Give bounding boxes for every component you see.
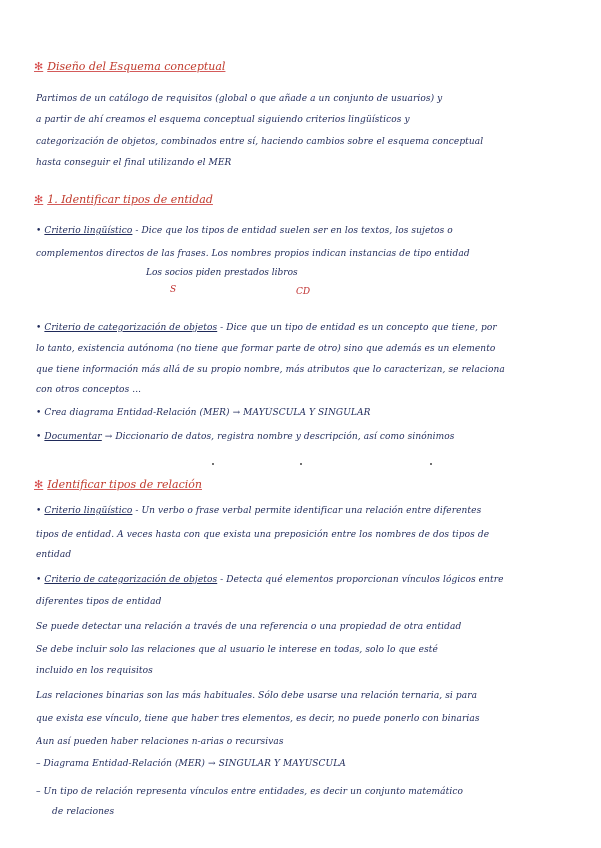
text-line: tipos de entidad. A veces hasta con que exista una preposición entre los nombres de dos tipos de <box>36 530 490 540</box>
documentar-label: Documentar <box>44 432 102 442</box>
flower-doodle-icon: ✻ <box>34 60 44 73</box>
flower-doodle-icon: ✻ <box>34 193 44 206</box>
stray-dot <box>212 463 214 465</box>
text-line: • Criterio lingüístico - Un verbo o frase verbal permite identificar una relación entre diferentes <box>36 506 482 516</box>
flower-doodle-icon: ✻ <box>34 478 44 491</box>
criterion-label: Criterio de categorización de objetos <box>44 323 218 333</box>
example-subject-mark: S <box>170 285 177 295</box>
text-line: incluido en los requisitos <box>36 666 153 676</box>
text-line: hasta conseguir el final utilizando el MER <box>36 158 232 168</box>
criterion-text: - Detecta qué elementos proporcionan vínculos lógicos entre <box>217 575 504 585</box>
section-heading-entidad <box>34 193 213 206</box>
text-line: • Criterio de categorización de objetos - Detecta qué elementos proporcionan vínculos lógicos entre <box>36 575 504 585</box>
text-line: • Documentar → Diccionario de datos, registra nombre y descripción, así como sinónimos <box>36 432 455 442</box>
documentar-text: → Diccionario de datos, registra nombre y descripción, así como sinónimos <box>101 432 455 442</box>
section-heading-relacion <box>34 478 202 491</box>
criterion-label: Criterio lingüístico <box>44 226 133 236</box>
text-line: categorización de objetos, combinados entre sí, haciendo cambios sobre el esquema conceptual <box>36 137 484 147</box>
text-line: que tiene información más allá de su propio nombre, más atributos que lo caracterizan, se relaciona <box>36 365 505 375</box>
text-line: a partir de ahí creamos el esquema conceptual siguiendo criterios lingüísticos y <box>36 115 410 125</box>
text-line: con otros conceptos ... <box>36 385 142 395</box>
stray-dot <box>300 463 302 465</box>
text-line: Se debe incluir solo las relaciones que al usuario le interese en todas, solo lo que esté <box>36 645 438 655</box>
criterion-text: - Dice que los tipos de entidad suelen ser en los textos, los sujetos o <box>132 226 453 236</box>
text-line: • Criterio lingüístico - Dice que los tipos de entidad suelen ser en los textos, los sujetos o <box>36 226 453 236</box>
text-line: • Crea diagrama Entidad-Relación (MER) → MAYÚSCULA Y SINGULAR <box>36 408 371 418</box>
example-sentence: Los socios piden prestados libros <box>146 268 298 278</box>
criterion-text: - Dice que un tipo de entidad es un concepto que tiene, por <box>217 323 497 333</box>
text-line: Aun así pueden haber relaciones n-arias o recursivas <box>36 737 284 747</box>
text-line: entidad <box>36 550 72 560</box>
section-heading-text: 1. Identificar tipos de entidad <box>47 193 213 206</box>
text-line: diferentes tipos de entidad <box>36 597 162 607</box>
stray-dot <box>430 463 432 465</box>
criterion-text: - Un verbo o frase verbal permite identificar una relación entre diferentes <box>132 506 482 516</box>
text-line: Las relaciones binarias son las más habituales. Sólo debe usarse una relación ternaria, si para <box>36 691 478 701</box>
section-heading-text: Diseño del Esquema conceptual <box>47 60 226 73</box>
example-object-mark: CD <box>296 287 311 297</box>
criterion-label: Criterio de categorización de objetos <box>44 575 218 585</box>
text-line: Partimos de un catálogo de requisitos (global o que añade a un conjunto de usuarios) y <box>36 94 443 104</box>
text-line: lo tanto, existencia autónoma (no tiene que formar parte de otro) sino que además es un elemento <box>36 344 496 354</box>
text-line: complementos directos de las frases. Los nombres propios indican instancias de tipo entidad <box>36 249 470 259</box>
text-line: Se puede detectar una relación a través de una referencia o una propiedad de otra entidad <box>36 622 462 632</box>
text-line: – Un tipo de relación representa vínculos entre entidades, es decir un conjunto matemático <box>36 787 463 797</box>
section-heading-esquema <box>34 60 225 73</box>
text-line: de relaciones <box>52 807 115 817</box>
text-line: que exista ese vínculo, tiene que haber tres elementos, es decir, no puede ponerlo con binarias <box>36 714 480 724</box>
section-heading-text: Identificar tipos de relación <box>47 478 202 491</box>
text-line: – Diagrama Entidad-Relación (MER) → SINGULAR Y MAYÚSCULA <box>36 759 346 769</box>
criterion-label: Criterio lingüístico <box>44 506 133 516</box>
text-line: • Criterio de categorización de objetos - Dice que un tipo de entidad es un concepto que tiene, por <box>36 323 497 333</box>
